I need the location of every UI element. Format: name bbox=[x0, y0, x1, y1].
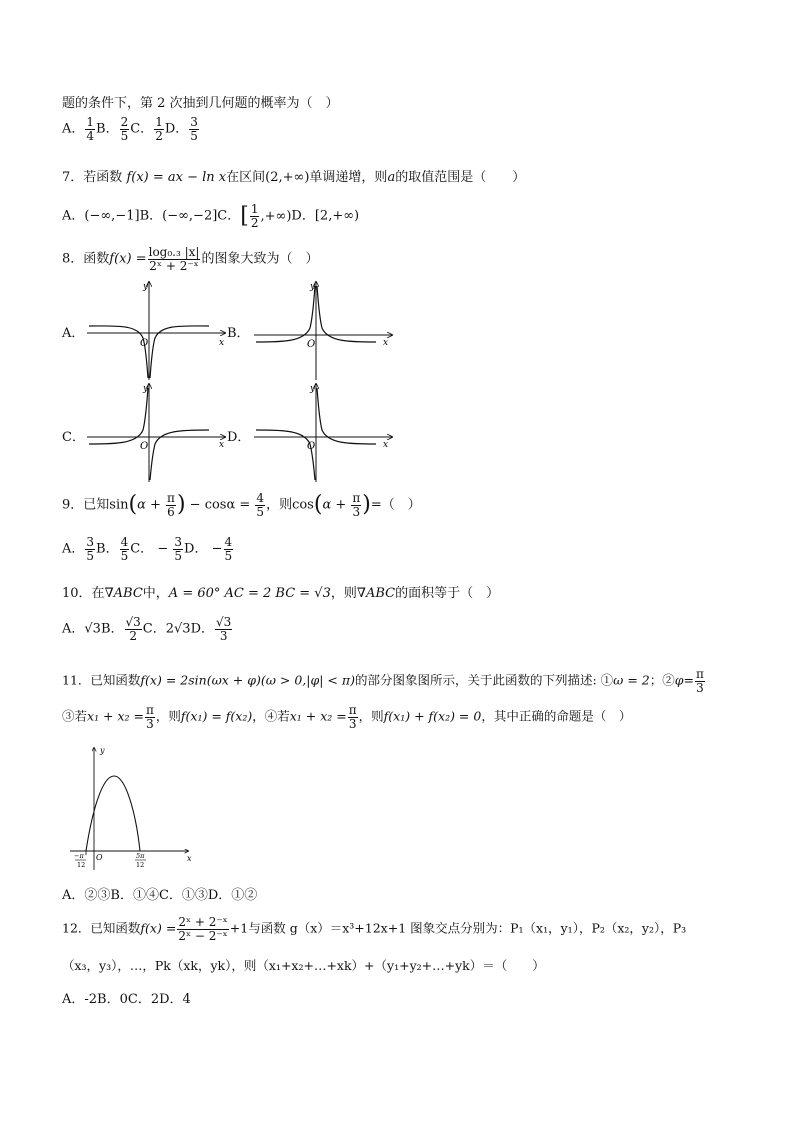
q6-option-a-label: A． bbox=[62, 121, 85, 137]
svg-text:x: x bbox=[383, 338, 389, 348]
q12-line2: （x₃，y₃），…，Pk（xk，yk），则（x₁+x₂+…+xk）+（y₁+y₂+…+yk）＝（ ） bbox=[62, 958, 545, 973]
q8-option-c-label: C． bbox=[62, 430, 85, 445]
q9-option-c-fraction: $\frac{3}{5}$ bbox=[174, 535, 183, 563]
q8-option-b-label: B． bbox=[227, 326, 250, 341]
q6-option-b-label: B． bbox=[96, 121, 119, 137]
q10-option-b: $\frac{√3}{2}$ bbox=[125, 615, 141, 643]
svg-text:x: x bbox=[219, 338, 225, 348]
q7-function: f(x) = ax − ln x bbox=[126, 170, 227, 185]
q8-graph-d-origin: O bbox=[307, 441, 316, 452]
q8-graph-c-origin: O bbox=[140, 441, 149, 452]
q12-options: A．-2B．0C．2D．4 bbox=[62, 992, 191, 1007]
q11-stem: 11．已知函数f(x) = 2sin(ωx + φ)(ω > 0,|φ| < π)的部分图象图所示，关于此函数的下列描述: ①ω = 2；②φ= $\frac{\pi}{3}$ bbox=[62, 667, 704, 695]
q7-option-c: [ $\frac{1}{2}$ ,+∞) bbox=[240, 202, 292, 230]
q9-stem: 9．已知sin(α + $\frac{\pi}{6}$ ) − cosα = $\frac{4}{5}$ ，则cos(α + $\frac{\pi}{3}$ )=（ ） bbox=[62, 491, 421, 519]
svg-text:x: x bbox=[187, 854, 192, 863]
q7-option-b: (−∞,−2] bbox=[162, 208, 218, 224]
q11-options: A．②③B．①④C．①③D．①② bbox=[62, 888, 258, 903]
q12-numerator: 2ˣ + 2⁻ˣ bbox=[178, 915, 228, 929]
q6-option-a-fraction: $\frac{1}{4}$ bbox=[86, 115, 95, 143]
q9-options: A． $\frac{3}{5}$ B． $\frac{4}{5}$ C． − $\frac{3}{5}$ D． − $\frac{4}{5}$ bbox=[62, 535, 233, 563]
svg-text:y: y bbox=[143, 384, 149, 394]
q10-conditions: A = 60° AC = 2 BC = √3 bbox=[168, 586, 331, 601]
q6-stem: 题的条件下，第 2 次抽到几何题的概率为（ ） bbox=[62, 96, 339, 111]
q8-graph-b-origin: O bbox=[307, 339, 316, 350]
svg-text:x: x bbox=[383, 440, 389, 450]
q8-graph-c bbox=[85, 380, 230, 484]
q11-right-tick-den: 12 bbox=[136, 861, 145, 869]
q10-stem: 10．在∇ABC中，A = 60° AC = 2 BC = √3，则∇ABC的面积等于（ ） bbox=[62, 586, 500, 601]
q11-left-tick-num: −π bbox=[74, 852, 84, 860]
q7-stem: 7．若函数 f(x) = ax − ln x在区间(2,+∞)单调递增，则a的取值范围是（ ） bbox=[62, 170, 526, 185]
q9-option-a-fraction: $\frac{3}{5}$ bbox=[86, 535, 95, 563]
svg-text:y: y bbox=[100, 746, 105, 755]
q6-option-b-fraction: $\frac{2}{5}$ bbox=[120, 115, 129, 143]
q11-graph bbox=[66, 742, 196, 874]
q12-stem: 12．已知函数f(x) = $\frac{\text{2ˣ + 2⁻ˣ}}{\text{2ˣ − 2⁻ˣ}}$ +1与函数 g（x）＝x³+12x+1 图象交点分别为：P₁（x₁，y₁），P₂（x₂，y₂），P₃ bbox=[62, 915, 687, 943]
q11-line2: ③若x₁ + x₂ = $\frac{\pi}{3}$ ，则f(x₁) = f(x₂)，④若x₁ + x₂ = $\frac{\pi}{3}$ ，则f(x₁) + f(x₂) = 0，其中正确的命题是（ ） bbox=[62, 703, 632, 731]
q11-graph-origin: O bbox=[96, 853, 103, 862]
svg-text:y: y bbox=[143, 282, 149, 292]
q6-option-d-label: D． bbox=[164, 121, 189, 137]
q6-option-c-fraction: $\frac{1}{2}$ bbox=[155, 115, 163, 143]
q8-option-d-label: D． bbox=[227, 430, 251, 445]
svg-text:x: x bbox=[219, 440, 225, 450]
q7-options: A．(−∞,−1]B．(−∞,−2]C．[ $\frac{1}{2}$ ,+∞)D．[2,+∞) bbox=[62, 202, 360, 230]
q8-graph-d bbox=[252, 380, 397, 484]
q6-options bbox=[62, 116, 200, 142]
q10-option-a: √3 bbox=[84, 621, 101, 637]
q8-option-a-label: A． bbox=[62, 326, 85, 341]
svg-text:y: y bbox=[310, 384, 316, 394]
q10-option-d: $\frac{√3}{3}$ bbox=[216, 615, 232, 643]
q11-function: f(x) = 2sin(ωx + φ)(ω > 0,|φ| < π) bbox=[140, 672, 355, 688]
q8-graph-a bbox=[85, 278, 230, 382]
q7-interval: (2,+∞) bbox=[265, 170, 310, 185]
q8-stem: 8．函数f(x) = $\frac{\text{log₀.₃ |x|}}{\text{2ˣ + 2⁻ˣ}}$ 的图象大致为（ ） bbox=[62, 245, 319, 273]
q10-option-c: 2√3 bbox=[165, 621, 191, 637]
q8-graph-a-origin: O bbox=[140, 338, 149, 349]
q6-option-c-label: C． bbox=[130, 121, 154, 137]
q11-right-tick-num: 5π bbox=[136, 852, 145, 860]
q8-graph-b bbox=[252, 278, 397, 382]
q7-option-a: (−∞,−1] bbox=[84, 208, 140, 224]
q6-option-d-fraction: $\frac{3}{5}$ bbox=[190, 115, 198, 143]
q8-numerator: log₀.₃ |x| bbox=[148, 245, 200, 259]
svg-text:y: y bbox=[310, 282, 316, 292]
q10-options: A．√3B． $\frac{√3}{2}$ C．2√3D． $\frac{√3}{3}$ bbox=[62, 615, 232, 643]
q12-denominator: 2ˣ − 2⁻ˣ bbox=[178, 928, 228, 943]
q9-option-d-fraction: $\frac{4}{5}$ bbox=[224, 535, 233, 563]
q11-left-tick-den: 12 bbox=[77, 861, 86, 869]
q9-option-b-fraction: $\frac{4}{5}$ bbox=[120, 535, 129, 563]
q8-denominator: 2ˣ + 2⁻ˣ bbox=[149, 258, 199, 273]
q7-option-d: [2,+∞) bbox=[314, 208, 360, 224]
